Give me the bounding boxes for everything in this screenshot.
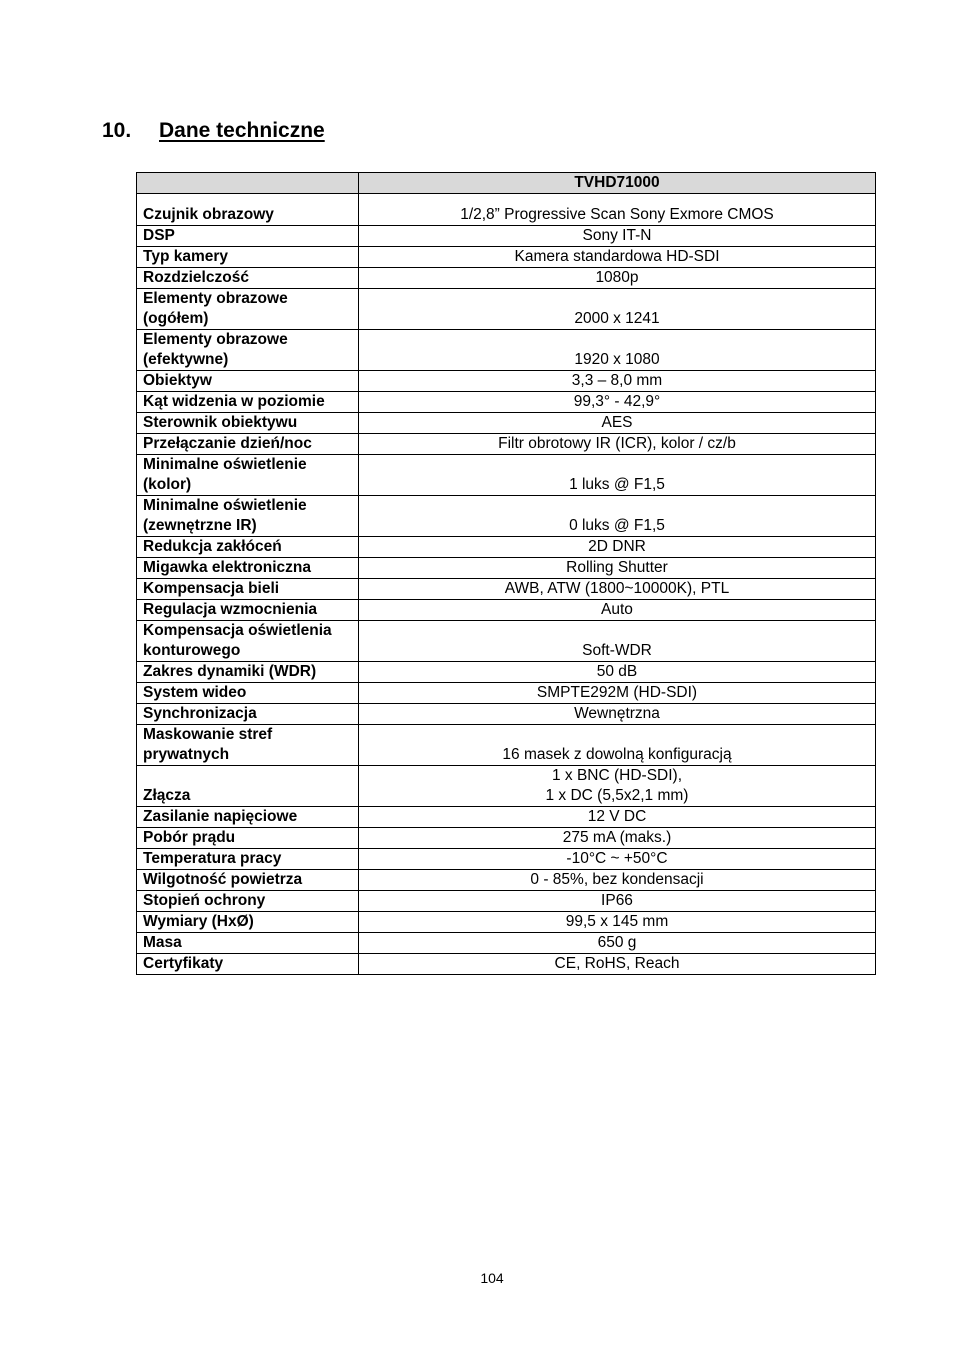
spec-label: Synchronizacja — [137, 704, 359, 725]
table-row — [137, 455, 876, 496]
spec-value: 1920 x 1080 — [359, 330, 876, 371]
table-row — [137, 704, 876, 725]
spec-label: Rozdzielczość — [137, 268, 359, 289]
header-corner-cell — [137, 173, 359, 194]
spec-label: System wideo — [137, 683, 359, 704]
spec-value: 650 g — [359, 933, 876, 954]
spec-label: Regulacja wzmocnienia — [137, 600, 359, 621]
section-title: Dane techniczne — [159, 119, 325, 142]
spec-label: Stopień ochrony — [137, 891, 359, 912]
spec-label: Sterownik obiektywu — [137, 413, 359, 434]
spec-label: Kompensacja bieli — [137, 579, 359, 600]
table-row — [137, 807, 876, 828]
spec-label: Temperatura pracy — [137, 849, 359, 870]
table-header-row — [137, 173, 876, 194]
section-number: 10. — [102, 119, 132, 142]
table-row — [137, 247, 876, 268]
spec-table — [136, 172, 876, 975]
table-row — [137, 371, 876, 392]
spec-label: Przełączanie dzień/noc — [137, 434, 359, 455]
table-row — [137, 434, 876, 455]
spec-label: Elementy obrazowe (efektywne) — [137, 330, 359, 371]
spec-label: Typ kamery — [137, 247, 359, 268]
spec-label: Zasilanie napięciowe — [137, 807, 359, 828]
spec-label: Maskowanie stref prywatnych — [137, 725, 359, 766]
table-row — [137, 849, 876, 870]
spec-value: 50 dB — [359, 662, 876, 683]
spec-label: Certyfikaty — [137, 954, 359, 975]
spec-value: Sony IT-N — [359, 226, 876, 247]
table-row — [137, 954, 876, 975]
spec-value: 16 masek z dowolną konfiguracją — [359, 725, 876, 766]
spec-value: CE, RoHS, Reach — [359, 954, 876, 975]
table-row — [137, 289, 876, 330]
table-row — [137, 662, 876, 683]
spec-label: Wilgotność powietrza — [137, 870, 359, 891]
table-row — [137, 600, 876, 621]
table-row — [137, 226, 876, 247]
table-row — [137, 870, 876, 891]
spec-label: Kąt widzenia w poziomie — [137, 392, 359, 413]
table-row — [137, 766, 876, 807]
table-row — [137, 537, 876, 558]
spec-label: Migawka elektroniczna — [137, 558, 359, 579]
spec-label: Minimalne oświetlenie (zewnętrzne IR) — [137, 496, 359, 537]
spec-value: 1 x BNC (HD-SDI), 1 x DC (5,5x2,1 mm) — [359, 766, 876, 807]
spec-value: 99,3° - 42,9° — [359, 392, 876, 413]
table-row — [137, 413, 876, 434]
spec-value: Kamera standardowa HD-SDI — [359, 247, 876, 268]
spec-label: Kompensacja oświetlenia konturowego — [137, 621, 359, 662]
page-number: 104 — [480, 1270, 504, 1286]
spec-label: DSP — [137, 226, 359, 247]
table-row — [137, 891, 876, 912]
spec-value: Soft-WDR — [359, 621, 876, 662]
section-heading — [102, 119, 325, 143]
spec-value: Rolling Shutter — [359, 558, 876, 579]
spec-value: -10°C ~ +50°C — [359, 849, 876, 870]
table-row — [137, 268, 876, 289]
spec-value: 275 mA (maks.) — [359, 828, 876, 849]
spec-value: 3,3 – 8,0 mm — [359, 371, 876, 392]
spec-value: 2D DNR — [359, 537, 876, 558]
spec-value: SMPTE292M (HD-SDI) — [359, 683, 876, 704]
spec-label: Minimalne oświetlenie (kolor) — [137, 455, 359, 496]
spec-value: 0 - 85%, bez kondensacji — [359, 870, 876, 891]
spec-label: Złącza — [137, 766, 359, 807]
spec-value: IP66 — [359, 891, 876, 912]
spec-value: 12 V DC — [359, 807, 876, 828]
spec-value: 99,5 x 145 mm — [359, 912, 876, 933]
spec-value: AES — [359, 413, 876, 434]
spec-label: Redukcja zakłóceń — [137, 537, 359, 558]
spec-value: 0 luks @ F1,5 — [359, 496, 876, 537]
spec-value: 2000 x 1241 — [359, 289, 876, 330]
table-row — [137, 912, 876, 933]
table-row — [137, 683, 876, 704]
spec-value: AWB, ATW (1800~10000K), PTL — [359, 579, 876, 600]
table-row — [137, 558, 876, 579]
table-row — [137, 725, 876, 766]
spec-label: Elementy obrazowe (ogółem) — [137, 289, 359, 330]
table-row — [137, 392, 876, 413]
spec-rows — [137, 194, 876, 975]
table-row — [137, 330, 876, 371]
spec-label: Wymiary (HxØ) — [137, 912, 359, 933]
table-row — [137, 496, 876, 537]
table-row — [137, 579, 876, 600]
spec-value: 1080p — [359, 268, 876, 289]
spec-value: Filtr obrotowy IR (ICR), kolor / cz/b — [359, 434, 876, 455]
spec-value: 1/2,8” Progressive Scan Sony Exmore CMOS — [359, 194, 876, 226]
spec-value: 1 luks @ F1,5 — [359, 455, 876, 496]
model-header: TVHD71000 — [359, 173, 876, 194]
table-row — [137, 933, 876, 954]
spec-label: Obiektyw — [137, 371, 359, 392]
spec-value: Auto — [359, 600, 876, 621]
table-row — [137, 194, 876, 226]
spec-value: Wewnętrzna — [359, 704, 876, 725]
spec-label: Masa — [137, 933, 359, 954]
table-row — [137, 828, 876, 849]
spec-label: Czujnik obrazowy — [137, 194, 359, 226]
spec-label: Pobór prądu — [137, 828, 359, 849]
table-row — [137, 621, 876, 662]
spec-label: Zakres dynamiki (WDR) — [137, 662, 359, 683]
